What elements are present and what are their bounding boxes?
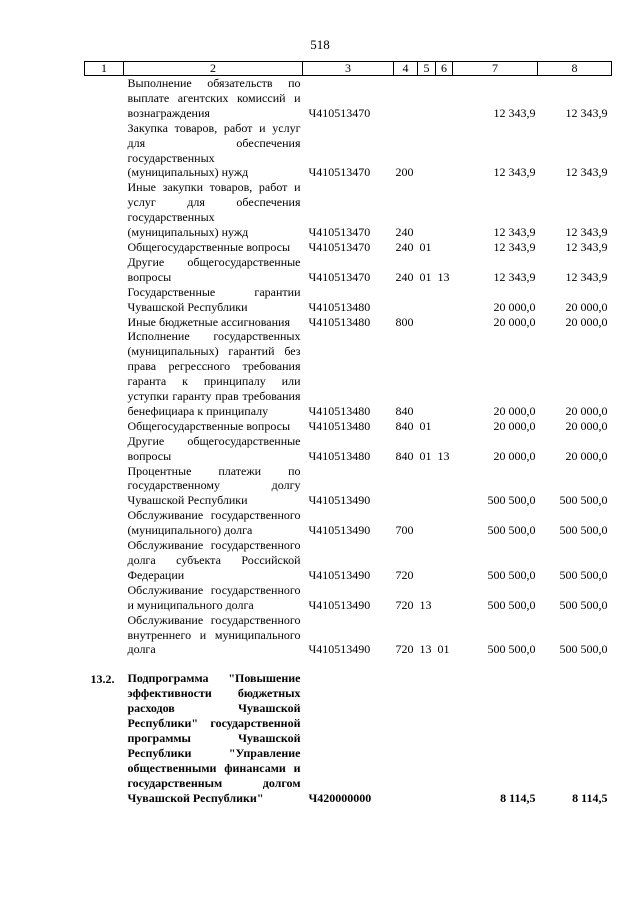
row-name: Закупка товаров, работ и услуг для обеспечения государственных (муниципальных) нужд	[127, 120, 301, 180]
row-col4: 840	[395, 418, 414, 433]
column-header: 1	[85, 62, 124, 76]
row-amount-7: 20 000,0	[493, 314, 536, 329]
row-col5: 13	[419, 597, 432, 612]
column-header: 3	[303, 62, 394, 76]
row-amount-7: 12 343,9	[493, 239, 536, 254]
row-code: Ч410513490	[308, 493, 371, 508]
table-row	[85, 285, 612, 315]
row-col5	[418, 329, 436, 418]
row-amount-8: 12 343,9	[565, 239, 608, 254]
row-number	[85, 285, 124, 315]
subprogram-name: Подпрограмма "Повышение эффективности бюджетных расходов Чувашской Республики" государственной программы Чувашской Республики "Управление общественными финансами и государственным долгом Чувашской Республики"	[127, 671, 301, 805]
row-col6: 13	[437, 448, 450, 463]
row-amount-7: 20 000,0	[493, 403, 536, 418]
table-row	[85, 180, 612, 240]
row-col4: 720	[395, 642, 414, 657]
table-row	[85, 76, 612, 121]
row-col4: 240	[395, 225, 414, 240]
row-code: Ч410513470	[308, 269, 371, 284]
row-name: Общегосударственные вопросы	[127, 239, 291, 254]
subprogram-amount-7: 8 114,5	[500, 790, 536, 805]
row-col5: 01	[419, 418, 432, 433]
row-col6	[436, 315, 453, 330]
table-row	[85, 419, 612, 434]
row-col6	[436, 464, 453, 509]
row-amount-8: 500 500,0	[559, 493, 608, 508]
row-col5	[418, 508, 436, 538]
row-name: Обслуживание государственного долга субъекта Российской Федерации	[127, 538, 301, 582]
subprogram-code: Ч420000000	[308, 790, 372, 805]
row-amount-8: 500 500,0	[559, 597, 608, 612]
row-amount-7: 12 343,9	[493, 165, 536, 180]
page-number: 518	[310, 37, 330, 52]
row-code: Ч410513480	[308, 314, 371, 329]
row-col5	[418, 180, 436, 240]
row-col6	[436, 419, 453, 434]
row-amount-8: 12 343,9	[565, 225, 608, 240]
row-code: Ч410513480	[308, 418, 371, 433]
row-col4	[394, 285, 418, 315]
row-number	[85, 434, 124, 464]
table-row	[85, 240, 612, 255]
table-row	[85, 613, 612, 658]
row-col4: 720	[395, 567, 414, 582]
row-amount-8: 20 000,0	[565, 448, 608, 463]
row-amount-7: 20 000,0	[493, 448, 536, 463]
row-col5	[418, 464, 436, 509]
row-col4: 840	[395, 403, 414, 418]
row-name: Исполнение государственных (муниципальных) гарантий без права регрессного требования гаранта к принципалу или уступки гаранту прав требования бенефициара к принципалу	[127, 329, 301, 418]
row-col5	[418, 76, 436, 121]
subprogram-row	[85, 671, 612, 805]
column-header: 4	[394, 62, 418, 76]
column-header: 5	[418, 62, 436, 76]
row-col5: 01	[419, 239, 432, 254]
row-number	[85, 121, 124, 181]
row-code: Ч410513490	[308, 642, 371, 657]
row-col4	[394, 464, 418, 509]
row-amount-7: 12 343,9	[493, 225, 536, 240]
row-col4	[394, 76, 418, 121]
row-number	[85, 76, 124, 121]
row-col4: 700	[395, 523, 414, 538]
row-number	[85, 613, 124, 658]
column-header: 6	[436, 62, 453, 76]
row-col6	[436, 508, 453, 538]
table-row	[85, 315, 612, 330]
row-amount-8: 12 343,9	[565, 105, 608, 120]
row-code: Ч410513480	[308, 403, 371, 418]
row-col5	[418, 285, 436, 315]
row-col5: 01	[419, 269, 432, 284]
row-code: Ч410513470	[308, 165, 371, 180]
row-amount-8: 20 000,0	[565, 314, 608, 329]
row-col6	[436, 583, 453, 613]
row-amount-8: 500 500,0	[559, 642, 608, 657]
table-row	[85, 329, 612, 418]
row-name: Общегосударственные вопросы	[127, 418, 291, 433]
row-code: Ч410513480	[308, 448, 371, 463]
budget-table	[84, 61, 612, 806]
row-code: Ч410513490	[308, 567, 371, 582]
row-amount-8: 500 500,0	[559, 567, 608, 582]
row-name: Иные бюджетные ассигнования	[127, 314, 290, 329]
row-amount-8: 12 343,9	[565, 269, 608, 284]
row-name: Государственные гарантии Чувашской Республики	[127, 284, 301, 314]
row-name: Обслуживание государственного и муниципального долга	[127, 582, 301, 612]
row-col4: 720	[395, 597, 414, 612]
row-number	[85, 419, 124, 434]
row-amount-7: 500 500,0	[487, 597, 536, 612]
row-amount-8: 20 000,0	[565, 403, 608, 418]
row-name: Другие общегосударственные вопросы	[127, 433, 301, 463]
row-col6	[436, 76, 453, 121]
row-number	[85, 255, 124, 285]
row-col5: 01	[419, 448, 432, 463]
row-code: Ч410513470	[308, 225, 371, 240]
row-name: Другие общегосударственные вопросы	[127, 254, 301, 284]
row-name: Процентные платежи по государственному долгу Чувашской Республики	[127, 463, 301, 508]
row-amount-7: 500 500,0	[487, 523, 536, 538]
row-amount-7: 500 500,0	[487, 493, 536, 508]
row-amount-8: 20 000,0	[565, 418, 608, 433]
row-name: Обслуживание государственного внутреннего и муниципального долга	[127, 612, 301, 657]
subprogram-amount-8: 8 114,5	[572, 790, 608, 805]
row-code: Ч410513480	[308, 299, 371, 314]
row-amount-7: 12 343,9	[493, 105, 536, 120]
table-row	[85, 508, 612, 538]
row-col6	[436, 329, 453, 418]
row-col4: 800	[395, 314, 414, 329]
table-row	[85, 464, 612, 509]
row-col6	[436, 121, 453, 181]
row-number	[85, 508, 124, 538]
row-col6	[436, 538, 453, 583]
table-header-row	[85, 62, 612, 76]
row-code: Ч410513490	[308, 523, 371, 538]
row-col5: 13	[419, 642, 432, 657]
row-col5	[418, 315, 436, 330]
row-number	[85, 315, 124, 330]
row-amount-7: 500 500,0	[487, 567, 536, 582]
row-number	[85, 464, 124, 509]
row-amount-8: 12 343,9	[565, 165, 608, 180]
row-code: Ч410513490	[308, 597, 371, 612]
row-col4: 840	[395, 448, 414, 463]
table-row	[85, 434, 612, 464]
row-amount-7: 500 500,0	[487, 642, 536, 657]
row-col4: 200	[395, 165, 414, 180]
row-col6	[436, 240, 453, 255]
table-row	[85, 255, 612, 285]
subprogram-number: 13.2.	[90, 672, 115, 687]
row-col5	[418, 121, 436, 181]
row-number	[85, 538, 124, 583]
row-col5	[418, 538, 436, 583]
column-header: 8	[538, 62, 612, 76]
row-amount-7: 12 343,9	[493, 269, 536, 284]
table-row	[85, 538, 612, 583]
row-col4: 240	[395, 269, 414, 284]
row-name: Иные закупки товаров, работ и услуг для обеспечения государственных (муниципальных) нужд	[127, 180, 301, 240]
row-amount-8: 20 000,0	[565, 299, 608, 314]
row-number	[85, 583, 124, 613]
row-number	[85, 180, 124, 240]
column-header: 7	[453, 62, 538, 76]
row-number	[85, 240, 124, 255]
table-row	[85, 583, 612, 613]
row-code: Ч410513470	[308, 105, 371, 120]
row-col6: 13	[437, 269, 450, 284]
row-col6	[436, 285, 453, 315]
row-col6: 01	[437, 642, 450, 657]
row-amount-7: 20 000,0	[493, 418, 536, 433]
row-col4: 240	[395, 239, 414, 254]
column-header: 2	[124, 62, 303, 76]
row-col6	[436, 180, 453, 240]
row-name: Обслуживание государственного (муниципального) долга	[127, 508, 301, 538]
table-row	[85, 121, 612, 181]
row-code: Ч410513470	[308, 239, 371, 254]
row-number	[85, 329, 124, 418]
row-amount-7: 20 000,0	[493, 299, 536, 314]
row-name: Выполнение обязательств по выплате агентских комиссий и вознаграждения	[127, 76, 301, 120]
row-amount-8: 500 500,0	[559, 523, 608, 538]
